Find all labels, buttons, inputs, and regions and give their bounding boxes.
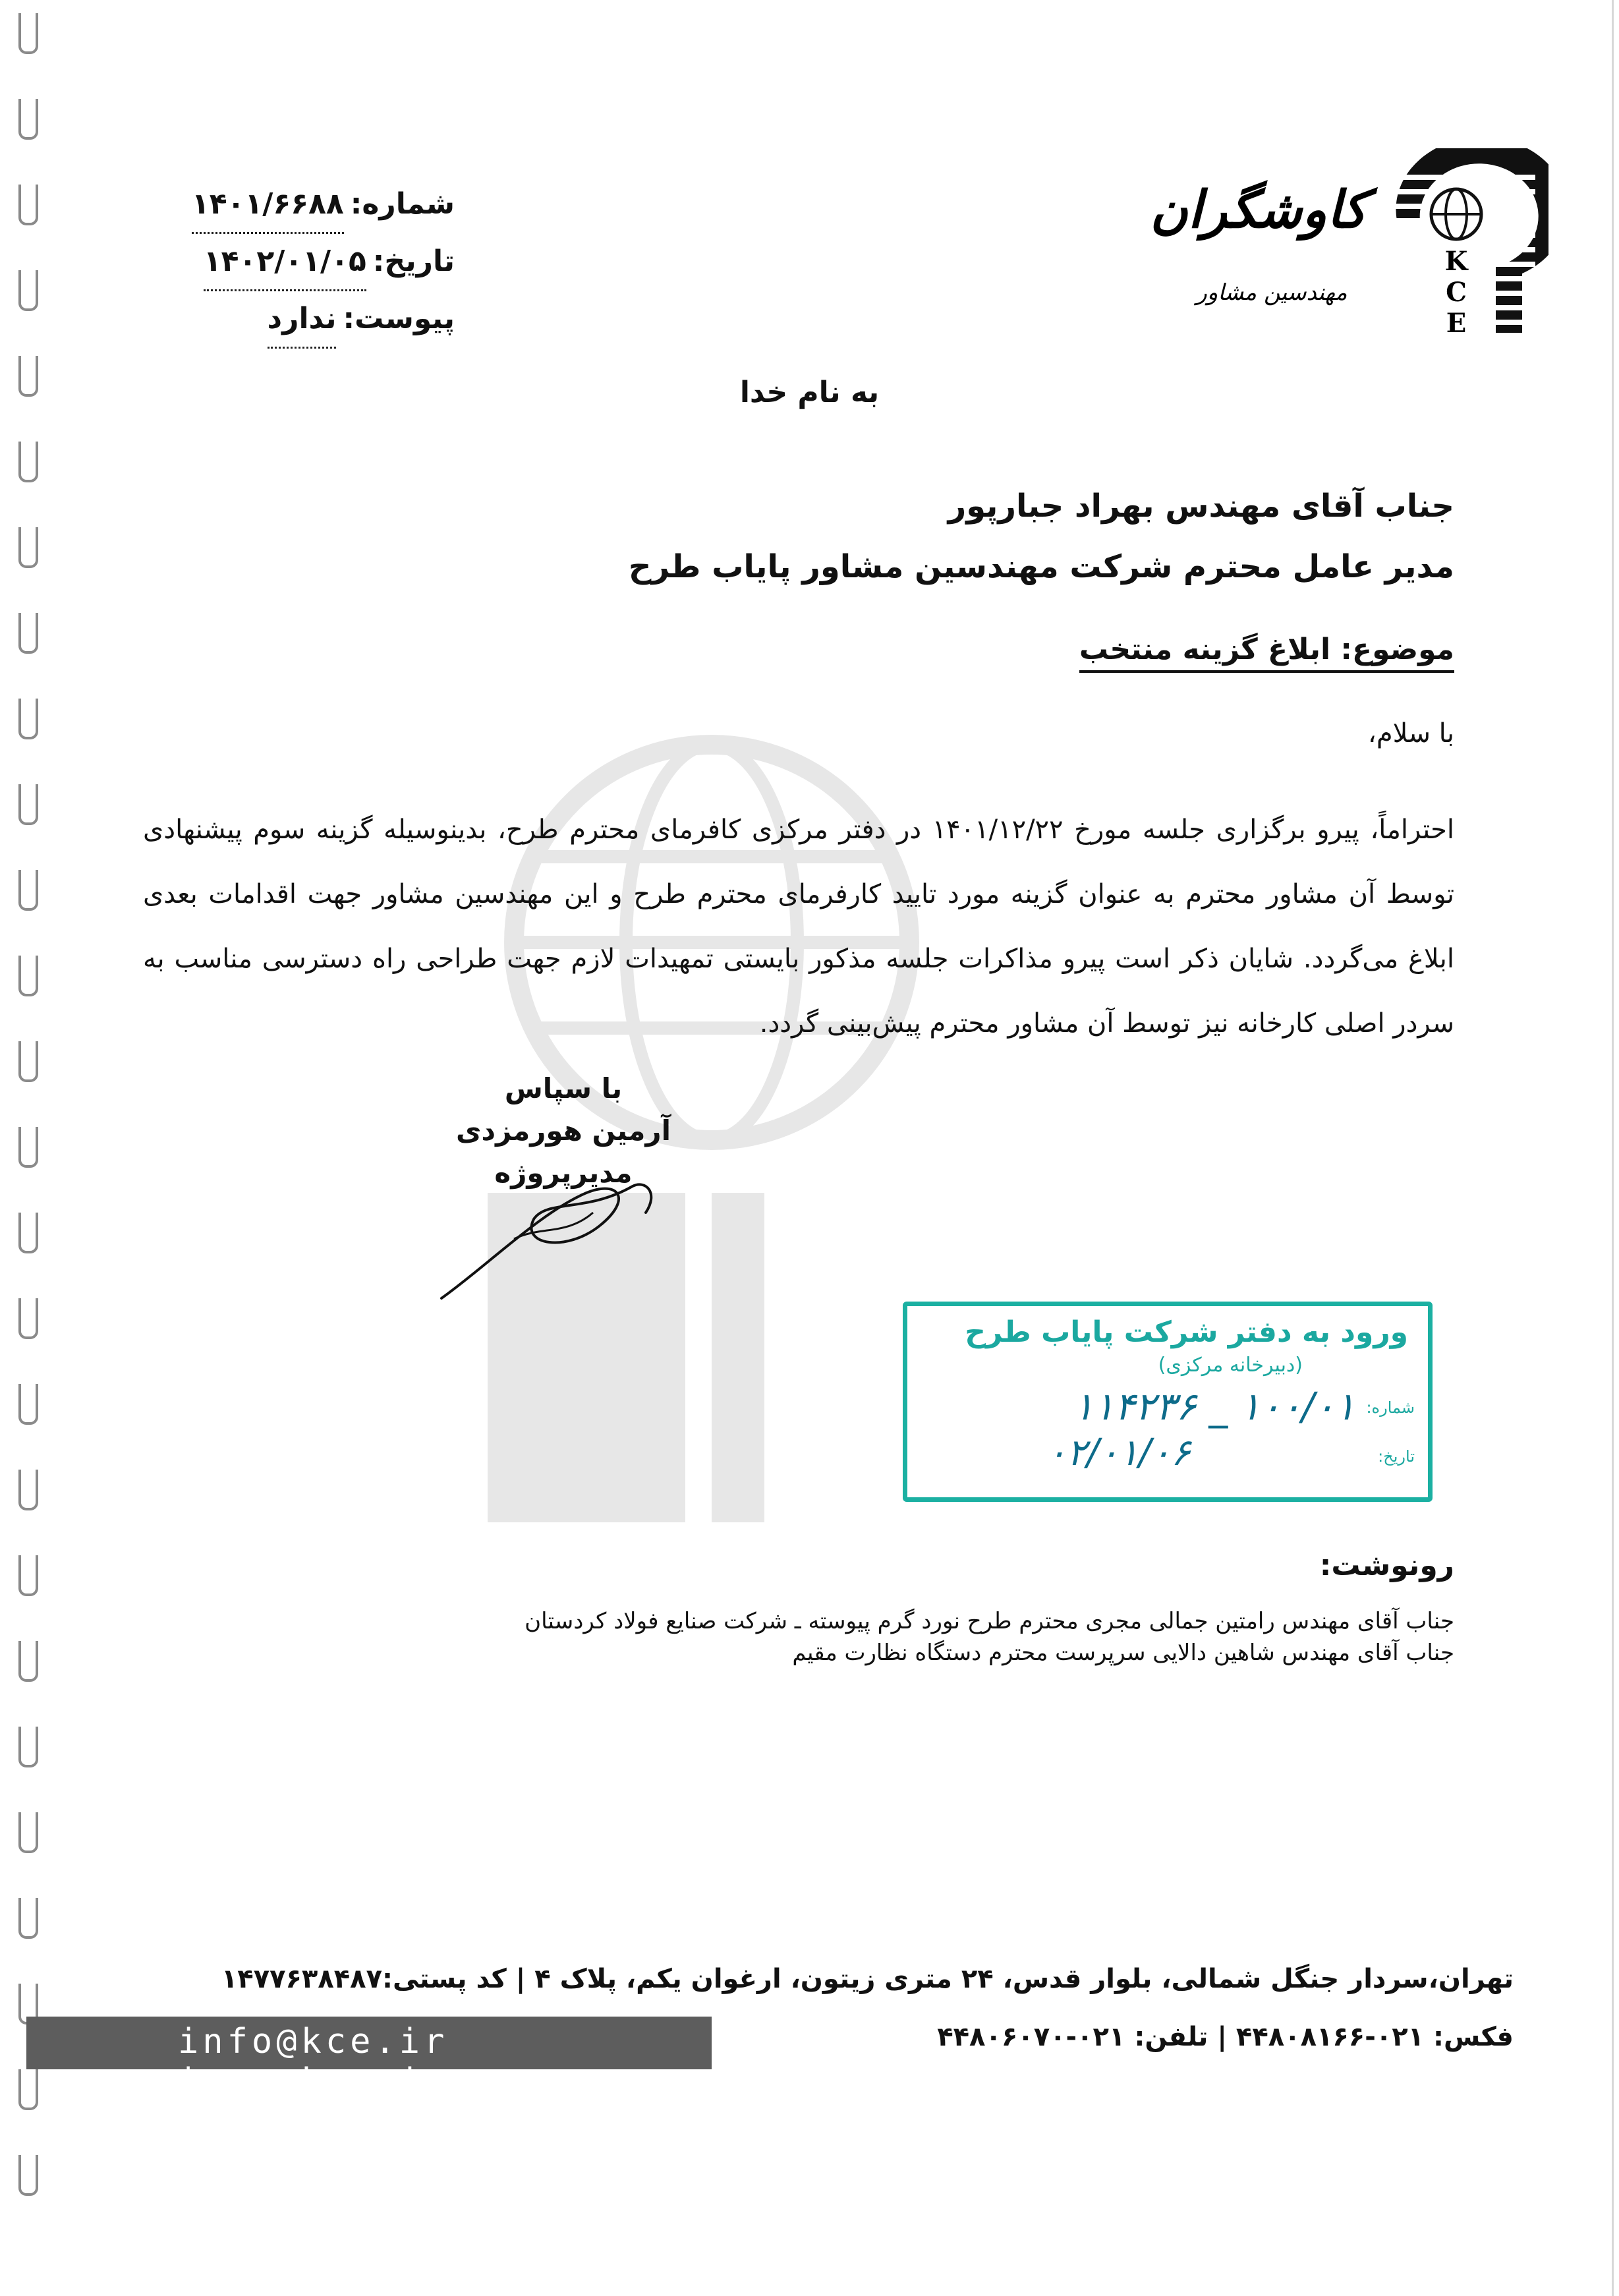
cc-line-2: جناب آقای مهندس شاهین دالایی سرپرست محترم دستگاه نظارت مقیم: [792, 1640, 1454, 1666]
binder-hole: [18, 527, 38, 568]
binder-holes: [18, 0, 45, 2296]
binder-hole: [18, 1298, 38, 1339]
signer-name: آرمین هورمزدی: [456, 1114, 671, 1147]
letter-body: احتراماً، پیرو برگزاری جلسه مورخ ۱۴۰۱/۱۲/۲۲ در دفتر مرکزی کافرمای محترم طرح، بدینوسیله گزینه سوم پیشنهادی توسط آن مشاور محترم به عنوان گزینه مورد تایید کارفرمای محترم طرح و این مهندسین مشاور جهت اقدامات بعدی ابلاغ می‌گردد. شایان ذکر است پیرو مذاکرات جلسه مذکور بایستی تمهیدات لازم جهت طراحی راه دسترسی مناسب به سردر اصلی کارخانه نیز توسط آن مشاور محترم پیش‌بینی گردد.: [143, 815, 1454, 1039]
stamp-title: ورود به دفتر شرکت پایاب طرح: [965, 1315, 1408, 1349]
logo-letter-k: K: [1444, 246, 1468, 277]
number-label: شماره:: [350, 187, 455, 221]
closing: با سپاس: [504, 1072, 623, 1105]
stamp-number-label: شماره:: [1366, 1398, 1415, 1417]
number-value: ۱۴۰۱/۶۶۸۸: [192, 177, 344, 234]
recipient-line-2: مدیر عامل محترم شرکت مهندسین مشاور پایاب طرح: [628, 548, 1454, 585]
stamp-date-label: تاریخ:: [1378, 1447, 1415, 1466]
subject-line: موضوع: ابلاغ گزینه منتخب: [1079, 633, 1454, 673]
attachment-value: ندارد: [268, 291, 337, 349]
binder-hole: [18, 1470, 38, 1510]
page-edge: [1612, 0, 1614, 2296]
binder-hole: [18, 1213, 38, 1253]
cc-title: رونوشت:: [1319, 1549, 1454, 1582]
binder-hole: [18, 1127, 38, 1168]
date-label: تاریخ:: [372, 244, 455, 278]
footer-web[interactable]: info@kce.ir |www.kce.ir: [178, 2022, 449, 2101]
binder-hole: [18, 1898, 38, 1939]
greeting: با سلام،: [1367, 718, 1454, 749]
received-stamp: [903, 1302, 1433, 1502]
binder-hole: [18, 1555, 38, 1596]
binder-hole: [18, 1641, 38, 1682]
binder-hole: [18, 613, 38, 654]
binder-hole: [18, 1041, 38, 1082]
binder-hole: [18, 270, 38, 311]
number-row: [112, 177, 455, 234]
signer-title: مدیرپروژه: [494, 1157, 633, 1189]
stamp-number-value: ۱۰۰/۰۱ _ ۱۱۴۲۳۶: [1073, 1384, 1355, 1429]
cc-line-1: جناب آقای مهندس رامتین جمالی مجری محترم طرح نورد گرم پیوسته ـ شرکت صنایع فولاد کردستان: [525, 1608, 1454, 1634]
attachment-row: [112, 291, 455, 349]
logo-brand-text: کاوشگران: [1150, 180, 1367, 240]
binder-hole: [18, 185, 38, 225]
footer-address: تهران،سردار جنگل شمالی، بلوار قدس، ۲۴ متری زیتون، ارغوان یکم، پلاک ۴ | کد پستی:۱۴۷۷۶۳۸۴۸۷: [221, 1964, 1514, 1994]
binder-hole: [18, 956, 38, 996]
binder-hole: [18, 442, 38, 482]
stamp-date-value: ۰۲/۰۱/۰۶: [1046, 1431, 1191, 1474]
binder-hole: [18, 784, 38, 825]
binder-hole: [18, 870, 38, 911]
binder-hole: [18, 699, 38, 739]
binder-hole: [18, 1727, 38, 1767]
binder-hole: [18, 99, 38, 140]
date-row: [112, 234, 455, 291]
date-value: ۱۴۰۲/۰۱/۰۵: [204, 234, 366, 291]
binder-hole: [18, 13, 38, 54]
letter-meta: [112, 177, 455, 349]
binder-hole: [18, 1384, 38, 1425]
attachment-label: پیوست:: [343, 302, 455, 335]
logo-subtitle-text: مهندسین مشاور: [1196, 279, 1348, 306]
logo-letter-e: E: [1446, 308, 1467, 339]
company-logo: [1087, 148, 1548, 346]
bismillah: به نام خدا: [739, 376, 880, 409]
binder-hole: [18, 2155, 38, 2196]
binder-hole: [18, 1812, 38, 1853]
footer-web-bar: [26, 2017, 712, 2101]
stamp-subtitle: (دبیرخانه مرکزی): [1158, 1354, 1303, 1377]
binder-hole: [18, 2069, 38, 2110]
recipient-line-1: جناب آقای مهندس بهراد جبارپور: [948, 488, 1454, 525]
footer-phones: فکس: ۰۲۱-۴۴۸۰۸۱۶۶ | تلفن: ۰۲۱-۴۴۸۰۶۰۷۰: [937, 2022, 1514, 2052]
logo-letter-c: C: [1446, 277, 1467, 308]
handwritten-signature: [435, 1173, 685, 1305]
